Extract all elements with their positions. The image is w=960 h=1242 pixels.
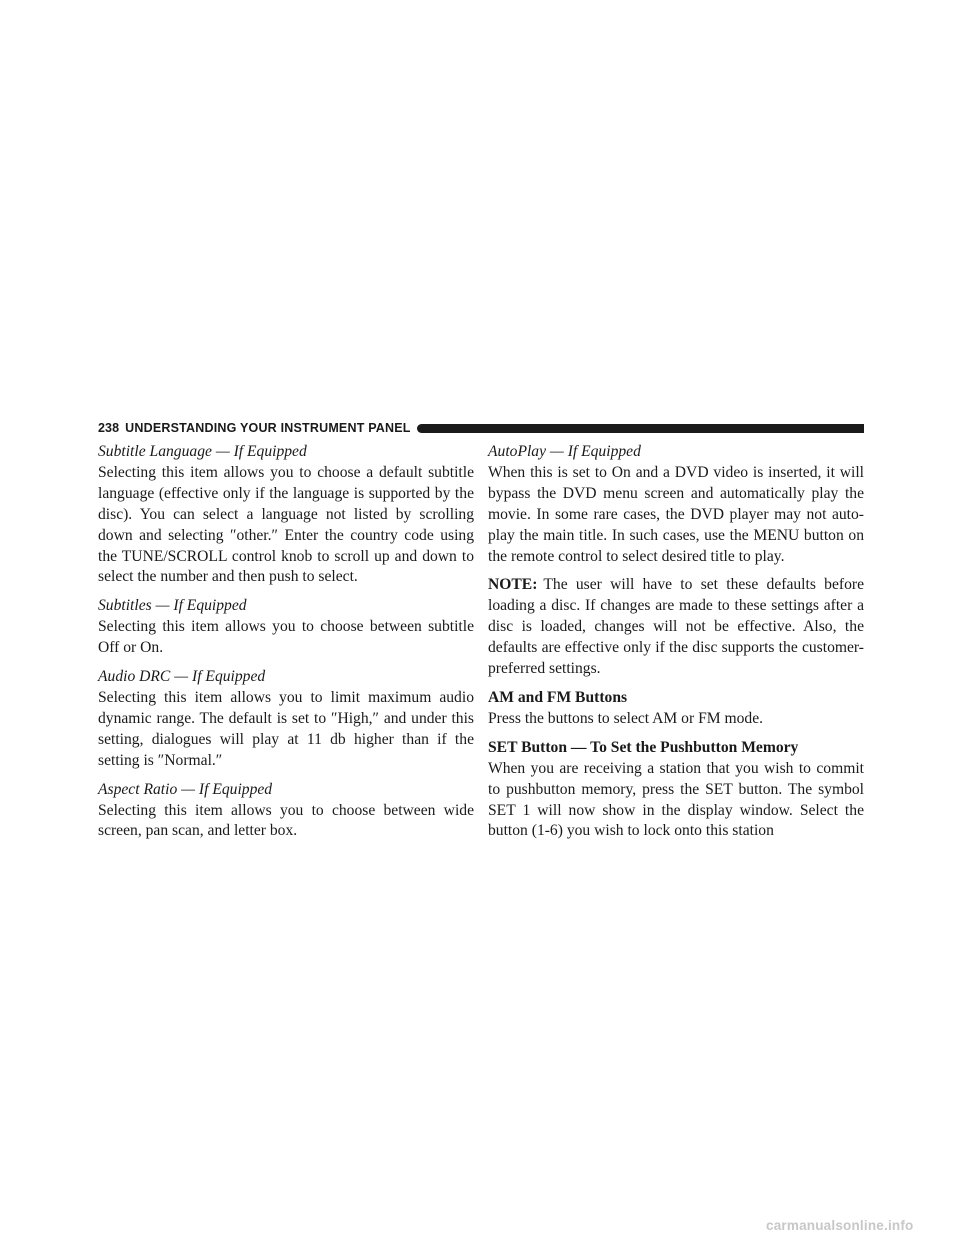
subtitles-heading: Subtitles — If Equipped — [98, 597, 247, 615]
left-column — [98, 442, 474, 850]
right-column — [488, 442, 864, 850]
audio-drc-heading: Audio DRC — If Equipped — [98, 668, 266, 686]
audio-drc-section — [98, 667, 474, 772]
aspect-ratio-heading: Aspect Ratio — If Equipped — [98, 780, 273, 798]
note-section — [488, 575, 864, 680]
page-header — [98, 418, 864, 438]
subtitle-language-body: Selecting this item allows you to choose a default subtitle language (effective only if the language is supported by the disc). You can select a language not listed by scrolling down and selecting ″other.″ Enter the country code using the TUNE/SCROLL control knob to scroll up and down to select the number and then push to select. — [98, 463, 474, 586]
subtitles-body: Selecting this item allows you to choose between subtitle Off or On. — [98, 618, 474, 657]
aspect-ratio-body: Selecting this item allows you to choose between wide screen, pan scan, and letter box. — [98, 801, 474, 840]
page-number: 238 — [98, 421, 120, 435]
set-button-section — [488, 738, 864, 843]
subtitle-language-heading: Subtitle Language — If Equipped — [98, 443, 307, 460]
note-label: NOTE: — [488, 576, 538, 594]
autoplay-heading: AutoPlay — If Equipped — [488, 443, 641, 460]
am-fm-heading: AM and FM Buttons — [488, 688, 628, 706]
note-paragraph — [488, 575, 864, 680]
note-body: The user will have to set these defaults before loading a disc. If changes are made to these settings after a disc is loaded, changes will not be effective. Also, the defaults are effective only if the disc supports the customer-preferred settings. — [488, 576, 864, 678]
subtitles-section — [98, 596, 474, 659]
autoplay-body: When this is set to On and a DVD video is inserted, it will bypass the DVD menu screen and automatically play the movie. In some rare cases, the DVD player may not auto-play the main title. In such cases, use the MENU button on the remote control to select desired title to play. — [488, 463, 864, 565]
autoplay-section — [488, 442, 864, 567]
aspect-ratio-section — [98, 780, 474, 843]
am-fm-section — [488, 688, 864, 730]
set-button-body: When you are receiving a station that you wish to commit to pushbutton memory, press the SET button. The symbol SET 1 will now show in the display window. Select the button (1-6) you wish to lock onto this station — [488, 759, 864, 840]
set-button-heading: SET Button — To Set the Pushbutton Memory — [488, 738, 799, 756]
watermark: carmanualsonline.info — [766, 1218, 914, 1233]
am-fm-body: Press the buttons to select AM or FM mode. — [488, 709, 764, 727]
header-rule — [417, 424, 864, 433]
audio-drc-body: Selecting this item allows you to limit maximum audio dynamic range. The default is set to ″High,″ and under this setting, dialogues will play at 11 db higher than if the setting is ″Normal.″ — [98, 688, 474, 769]
section-title: UNDERSTANDING YOUR INSTRUMENT PANEL — [125, 421, 411, 435]
subtitle-language-section — [98, 442, 474, 588]
